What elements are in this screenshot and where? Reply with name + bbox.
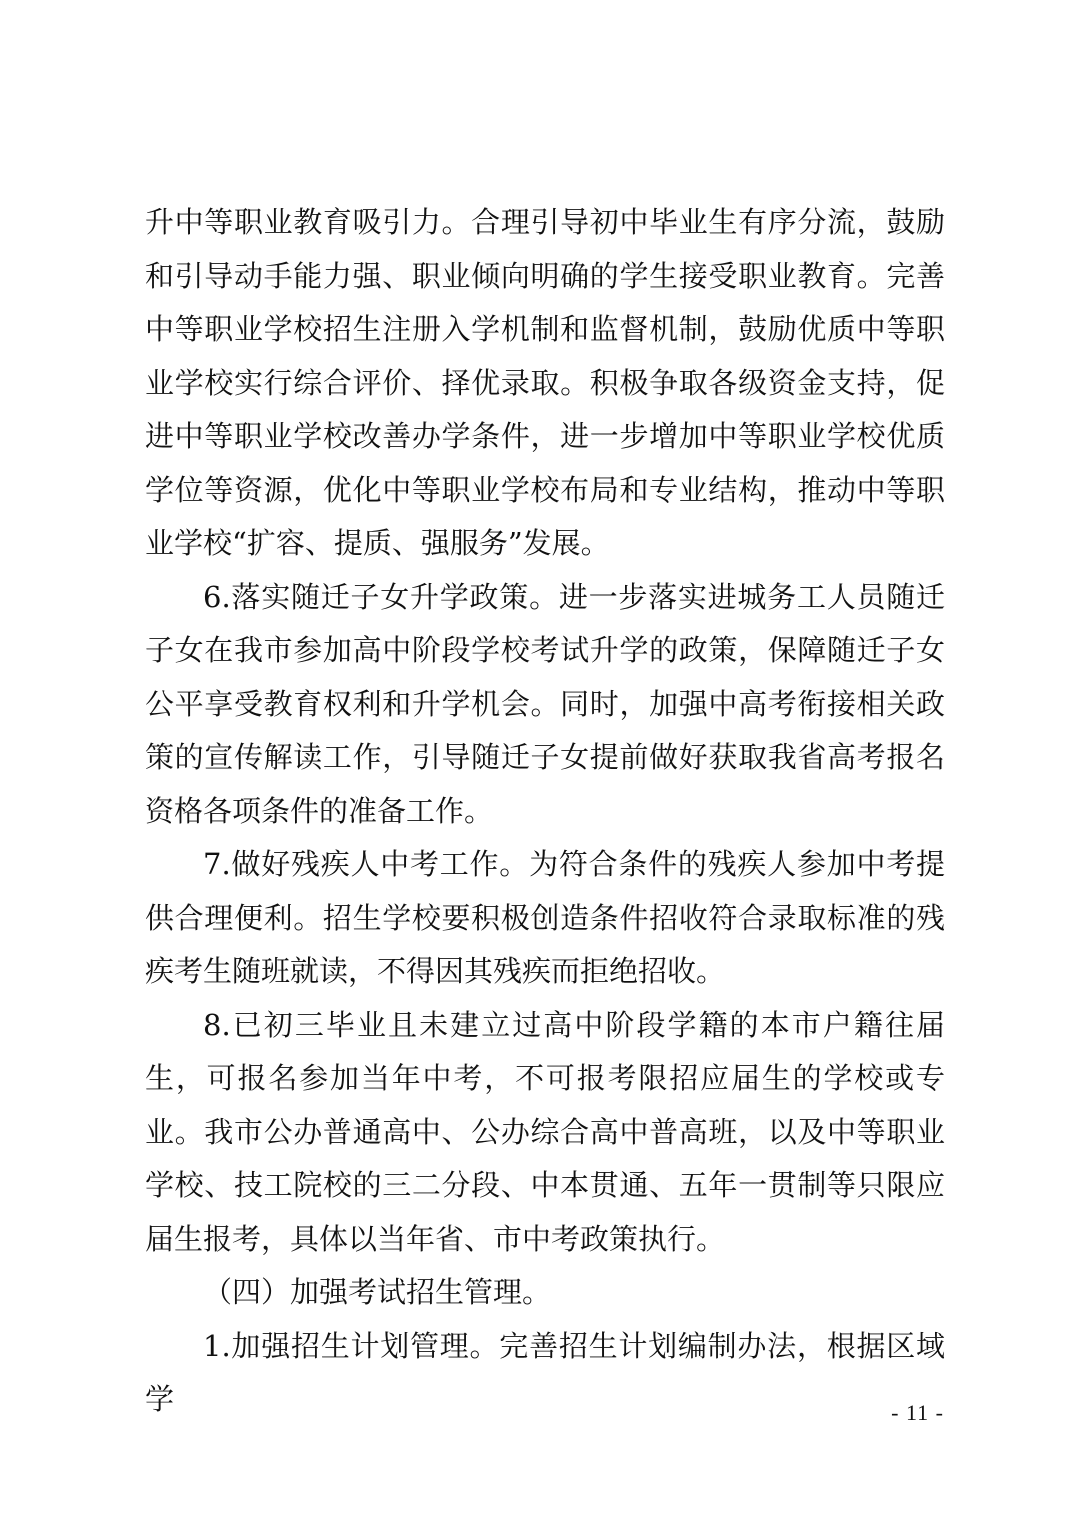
page-number: - 11 - xyxy=(891,1400,944,1425)
paragraph-8-previous-graduates: 8.已初三毕业且未建立过高中阶段学籍的本市户籍往届生，可报名参加当年中考，不可报考限招应届生的学校或专业。我市公办普通高中、公办综合高中普高班，以及中等职业学校、技工院校的三二分段、中本贯通、五年一贯制等只限应届生报考，具体以当年省、市中考政策执行。 xyxy=(145,1007,945,1256)
paragraph-6-migrant-children: 6.落实随迁子女升学政策。进一步落实进城务工人员随迁子女在我市参加高中阶段学校考试升学的政策，保障随迁子女公平享受教育权利和升学机会。同时，加强中高考衔接相关政策的宣传解读工作，引导随迁子女提前做好获取我省高考报名资格各项条件的准备工作。 xyxy=(145,579,945,828)
paragraph-continued: 升中等职业教育吸引力。合理引导初中毕业生有序分流，鼓励和引导动手能力强、职业倾向明确的学生接受职业教育。完善中等职业学校招生注册入学机制和监督机制，鼓励优质中等职业学校实行综合评价、择优录取。积极争取各级资金支持，促进中等职业学校改善办学条件，进一步增加中等职业学校优质学位等资源，优化中等职业学校布局和专业结构，推动中等职业学校“扩容、提质、强服务”发展。 xyxy=(145,205,945,560)
paragraph-1-enrollment-plan: 1.加强招生计划管理。完善招生计划编制办法，根据区域学 xyxy=(145,1328,945,1416)
section-heading-4: （四）加强考试招生管理。 xyxy=(203,1275,552,1309)
paragraph-7-disabled-exam: 7.做好残疾人中考工作。为符合条件的残疾人参加中考提供合理便利。招生学校要积极创造条件招收符合录取标准的残疾考生随班就读，不得因其残疾而拒绝招收。 xyxy=(145,847,945,988)
document-body xyxy=(145,196,945,1427)
